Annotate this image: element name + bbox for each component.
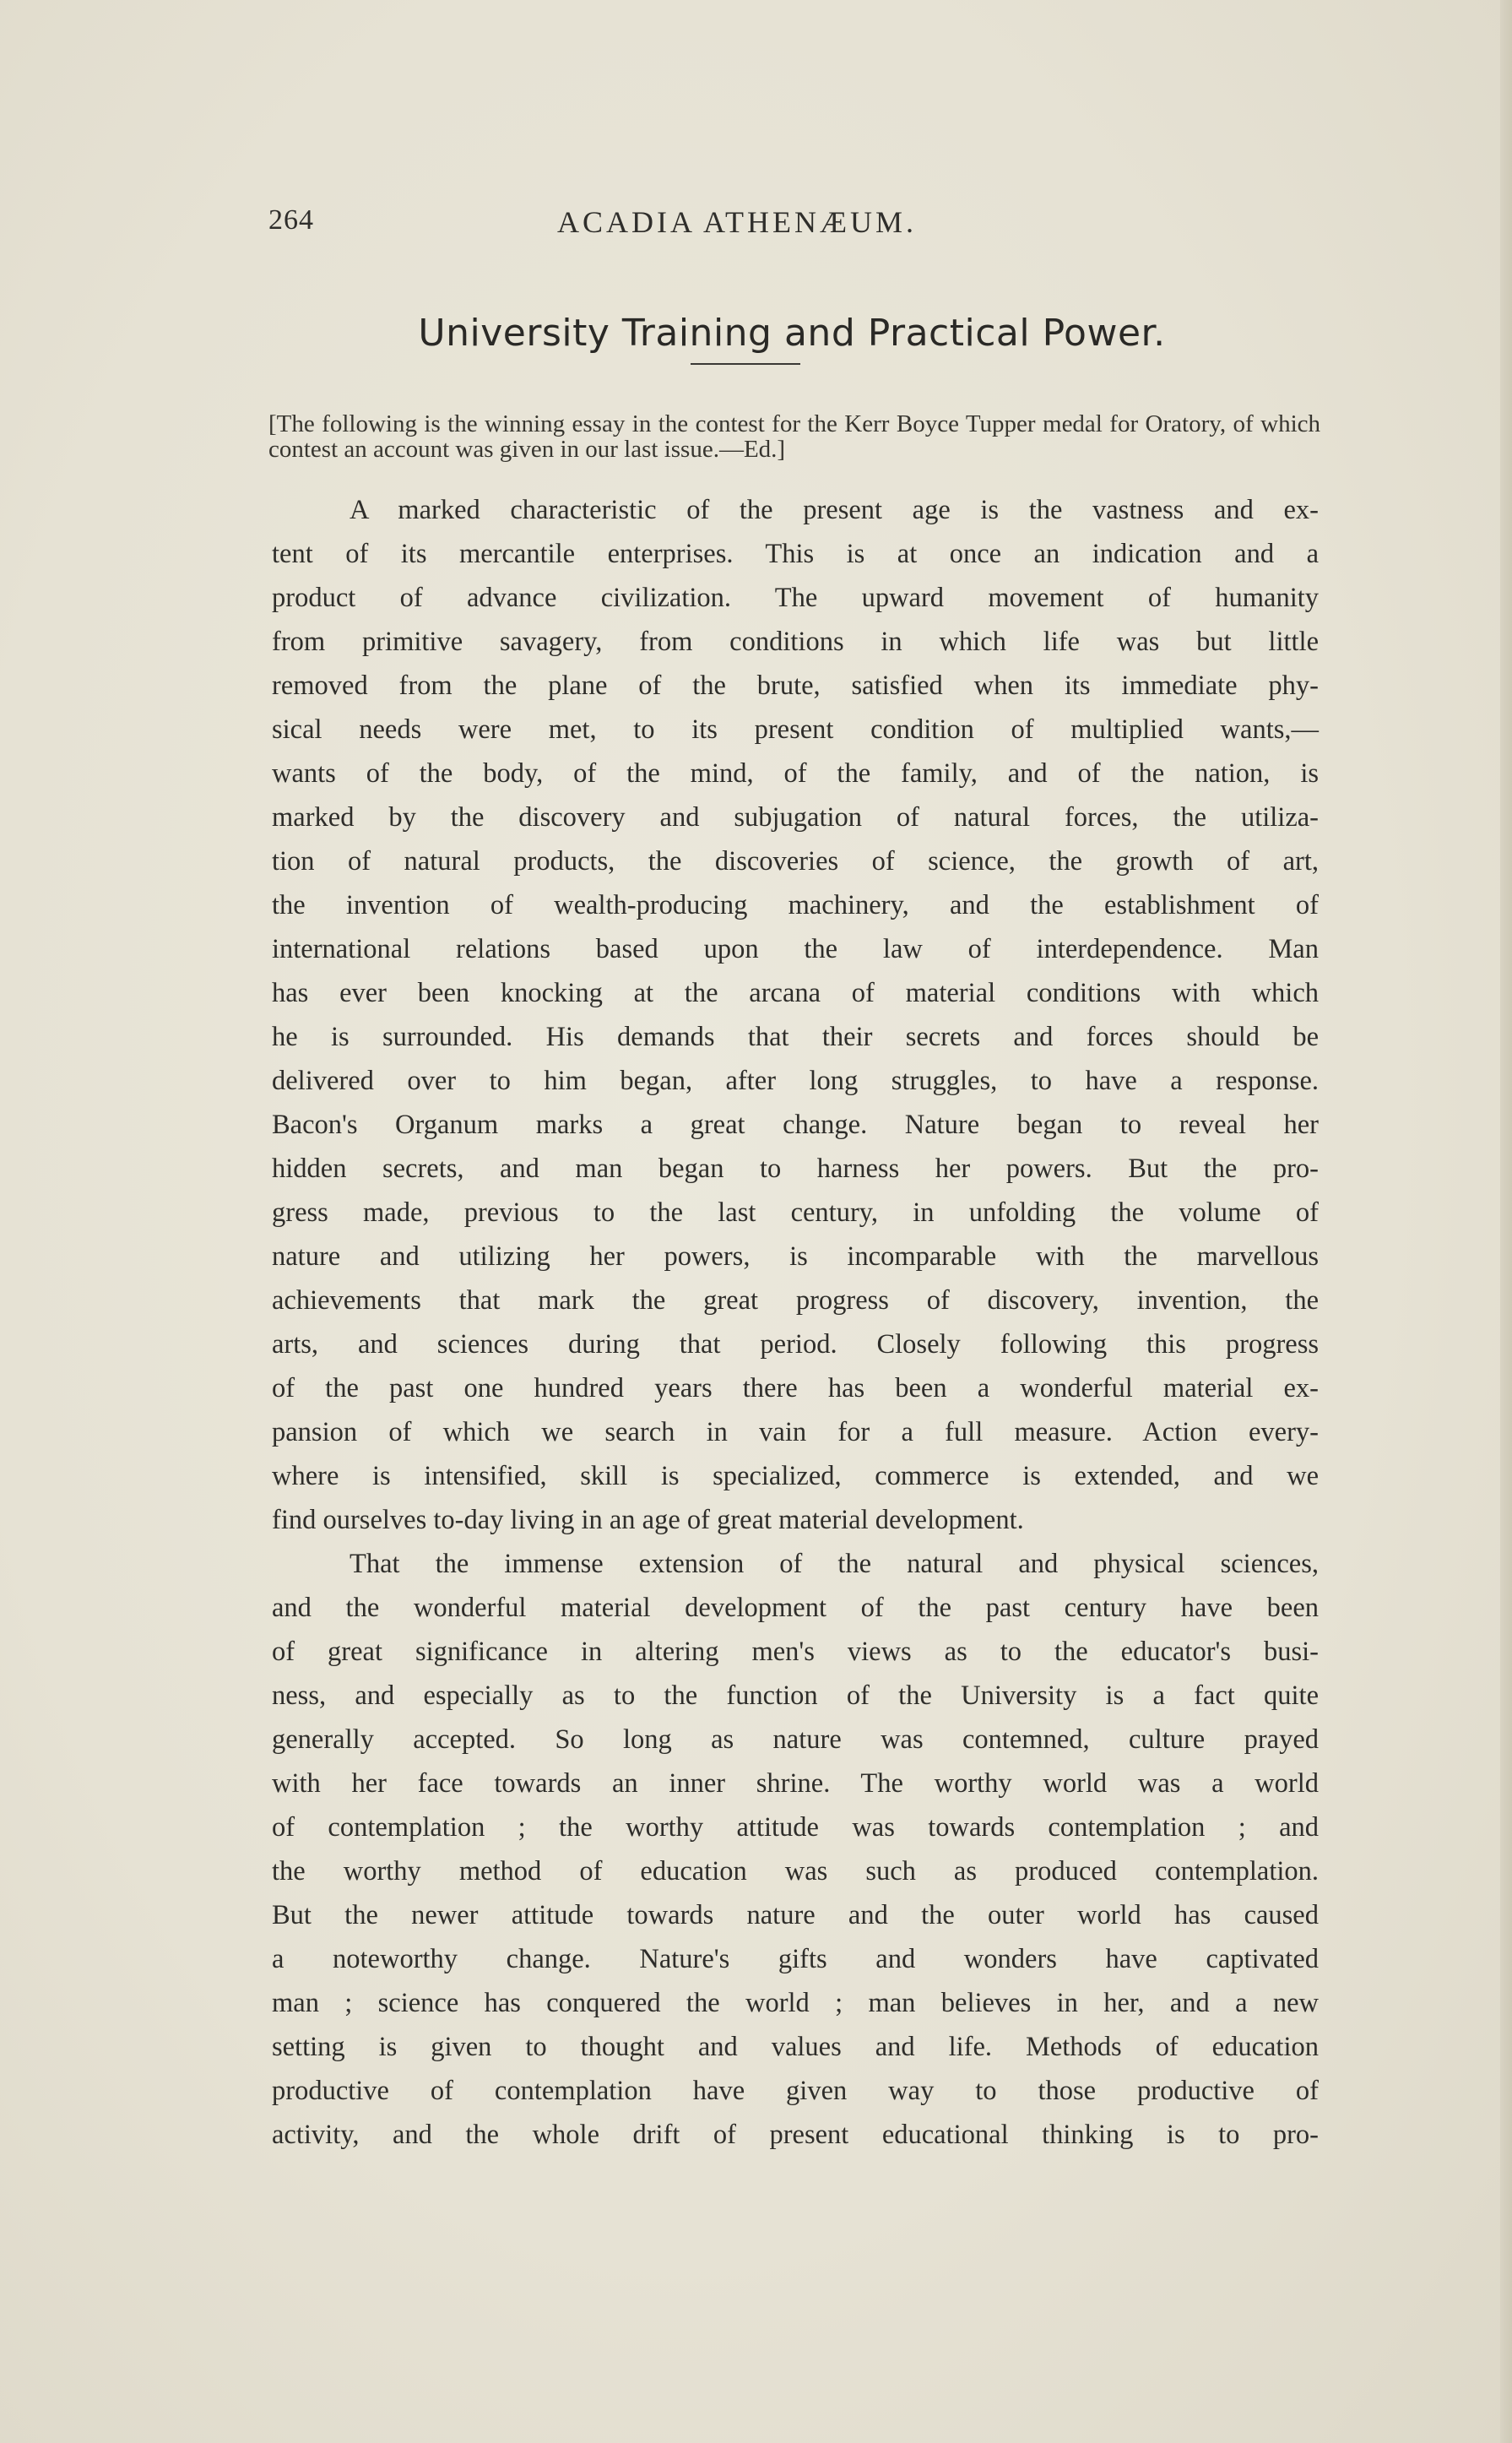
body-line: tent of its mercantile enterprises. This is at once an indication and a (272, 539, 1319, 569)
body-line: he is surrounded. His demands that their secrets and forces should be (272, 1022, 1319, 1052)
body-line: of great significance in altering men's views as to the educator's busi- (272, 1637, 1319, 1667)
body-line: removed from the plane of the brute, satisfied when its immediate phy- (272, 670, 1319, 701)
body-line: Bacon's Organum marks a great change. Nature began to reveal her (272, 1110, 1319, 1140)
body-line: tion of natural products, the discoveries of science, the growth of art, (272, 846, 1319, 877)
journal-title: ACADIA ATHENÆUM. (557, 205, 918, 239)
body-line: generally accepted. So long as nature was contemned, culture prayed (272, 1724, 1319, 1755)
body-line: But the newer attitude towards nature and the outer world has caused (272, 1900, 1319, 1930)
body-line: product of advance civilization. The upward movement of humanity (272, 583, 1319, 613)
editorial-note: [The following is the winning essay in the contest for the Kerr Boyce Tupper medal for Oratory, of which contest an account was given in our last issue.—Ed.] (268, 410, 1320, 463)
body-line: the invention of wealth-producing machinery, and the establishment of (272, 890, 1319, 920)
body-line: from primitive savagery, from conditions in which life was but little (272, 627, 1319, 657)
body-line: productive of contemplation have given way to those productive of (272, 2076, 1319, 2106)
body-line: That the immense extension of the natural and physical sciences, (350, 1549, 1319, 1579)
body-line: arts, and sciences during that period. Closely following this progress (272, 1329, 1319, 1360)
body-line: has ever been knocking at the arcana of material conditions with which (272, 978, 1319, 1008)
body-line: find ourselves to-day living in an age of great material development. (272, 1505, 1024, 1535)
body-line: with her face towards an inner shrine. The worthy world was a world (272, 1768, 1319, 1799)
title-divider (691, 363, 800, 365)
body-line: international relations based upon the law of interdependence. Man (272, 934, 1319, 964)
body-line: of the past one hundred years there has been a wonderful material ex- (272, 1373, 1319, 1403)
article-body (272, 488, 1319, 2157)
body-line: pansion of which we search in vain for a full measure. Action every- (272, 1417, 1319, 1447)
body-line: man ; science has conquered the world ; man believes in her, and a new (272, 1988, 1319, 2018)
body-line: hidden secrets, and man began to harness her powers. But the pro- (272, 1154, 1319, 1184)
body-line: nature and utilizing her powers, is incomparable with the marvellous (272, 1241, 1319, 1272)
article-title: University Training and Practical Power. (418, 312, 1166, 356)
body-line: A marked characteristic of the present age is the vastness and ex- (350, 495, 1319, 525)
body-line: sical needs were met, to its present condition of multiplied wants,— (272, 714, 1319, 745)
body-line: ness, and especially as to the function of the University is a fact quite (272, 1680, 1319, 1711)
body-line: marked by the discovery and subjugation of natural forces, the utiliza- (272, 802, 1319, 833)
body-line: where is intensified, skill is specialized, commerce is extended, and we (272, 1461, 1319, 1491)
body-line: the worthy method of education was such as produced contemplation. (272, 1856, 1319, 1887)
running-head (268, 204, 1315, 247)
body-line: activity, and the whole drift of present educational thinking is to pro- (272, 2120, 1319, 2150)
body-line: of contemplation ; the worthy attitude was towards contemplation ; and (272, 1812, 1319, 1843)
page-edge-shadow (1500, 0, 1512, 2443)
body-line: wants of the body, of the mind, of the family, and of the nation, is (272, 758, 1319, 789)
body-line: a noteworthy change. Nature's gifts and wonders have captivated (272, 1944, 1319, 1974)
body-line: achievements that mark the great progress of discovery, invention, the (272, 1285, 1319, 1316)
body-line: delivered over to him began, after long struggles, to have a response. (272, 1066, 1319, 1096)
body-line: setting is given to thought and values and life. Methods of education (272, 2032, 1319, 2062)
body-line: gress made, previous to the last century, in unfolding the volume of (272, 1197, 1319, 1228)
page-number: 264 (268, 204, 314, 236)
body-line: and the wonderful material development of the past century have been (272, 1593, 1319, 1623)
